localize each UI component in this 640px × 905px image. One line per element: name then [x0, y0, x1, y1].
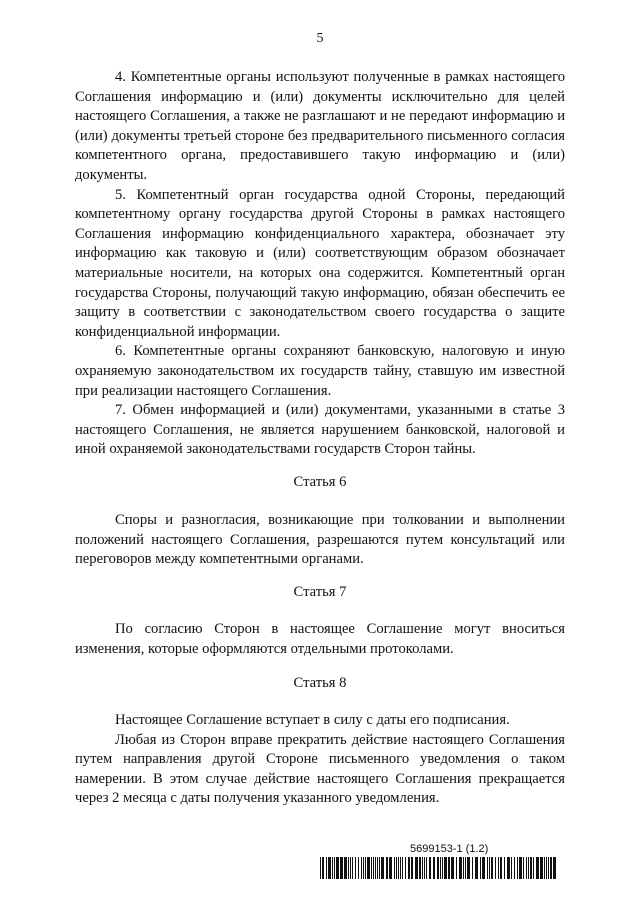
paragraph-4: 4. Компетентные органы используют полученные в рамках настоящего Соглашения информацию и (или) документы исключительно для целей настоящего Соглашения, а также не разглашают и не передают информацию и (или) документы третьей стороне без предварительного письменного согласия компетентного органа, предоставившего такую информацию и (или) документы. [75, 69, 565, 183]
page-number: 5 [316, 31, 324, 46]
article-8-heading: Статья 8 [293, 675, 347, 691]
paragraph-6: 6. Компетентные органы сохраняют банковскую, налоговую и иную охраняемую законодательством их государств тайну, ставшую им известной при реализации настоящего Соглашения. [75, 343, 565, 399]
paragraphs-section [75, 68, 565, 460]
paragraph-5: 5. Компетентный орган государства одной Стороны, передающий компетентному органу государства другой Стороны в рамках настоящего Соглашения информацию конфиденциального характера, обозначает эту информацию как таковую и (или) соответствующим образом обозначает материальные носители, на которых она содержится. Компетентный орган государства Стороны, получающий такую информацию, обязан обеспечить ее защиту в соответствии с законодательством своего государства о защите конфиденциальной информации. [75, 186, 565, 340]
article-8-paragraph-2: Любая из Сторон вправе прекратить действие настоящего Соглашения путем направления другой Стороне письменного уведомления о таком намерении. В этом случае действие настоящего Соглашения прекращается через 2 месяца с даты получения указанного уведомления. [75, 731, 565, 807]
barcode-number: 5699153-1 (1.2) [410, 843, 489, 855]
article-7-section [75, 620, 565, 659]
article-8-paragraph-1: Настоящее Соглашение вступает в силу с даты его подписания. [115, 712, 510, 728]
paragraph-7: 7. Обмен информацией и (или) документами, указанными в статье 3 настоящего Соглашения, не является нарушением банковской, налоговой и иной охраняемой законодательствами государств Сторон тайны. [75, 402, 565, 458]
article-8-section [75, 711, 565, 809]
article-6-section [75, 511, 565, 570]
article-6-heading: Статья 6 [293, 474, 347, 490]
article-7-heading: Статья 7 [293, 584, 347, 600]
article-7-text: По согласию Сторон в настоящее Соглашение могут вноситься изменения, которые оформляются отдельными протоколами. [75, 621, 565, 657]
article-6-text: Споры и разногласия, возникающие при толковании и выполнении положений настоящего Соглашения, разрешаются путем консультаций или переговоров между компетентными органами. [75, 512, 565, 568]
barcode-image [320, 857, 560, 879]
